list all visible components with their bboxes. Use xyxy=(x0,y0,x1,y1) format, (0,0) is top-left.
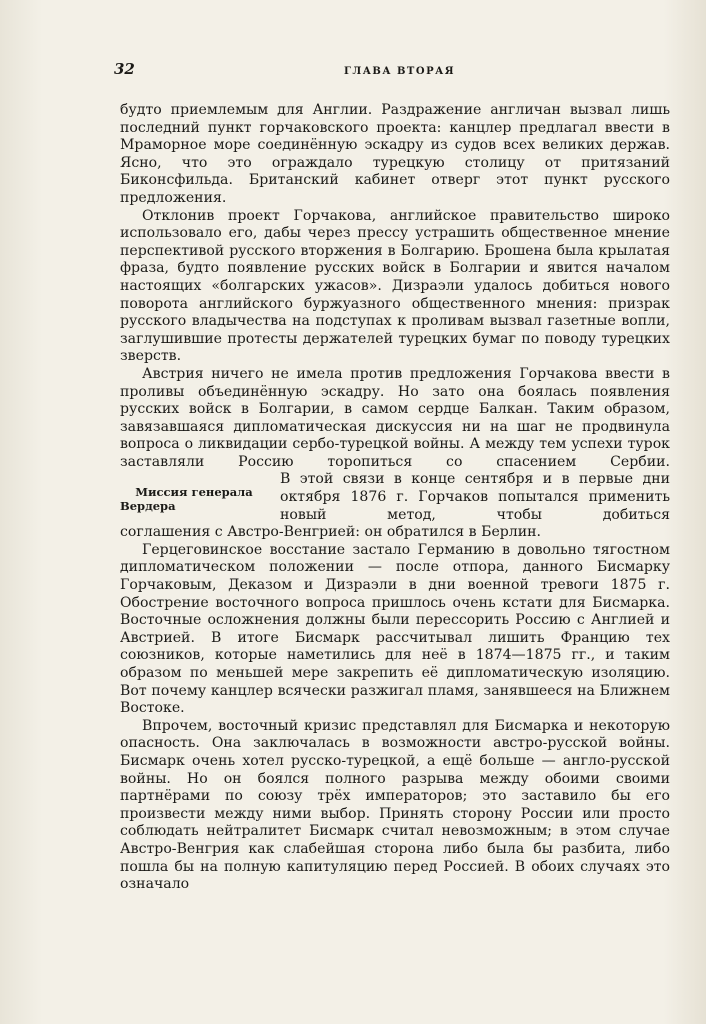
body-text xyxy=(120,102,670,894)
side-note-heading: Миссия генерала Вердера xyxy=(120,485,253,514)
paragraph: Австрия ничего не имела против предложения Горчакова ввести в проливы объединённую эскадру. Но зато она боялась появления русских войск в Болгарии, в самом сердце Балкан. Таким образом, завязавшаяся дипломатическая дискуссия ни на шаг не продвинула вопроса о ликвидации сербо-турецкой войны. А между тем успехи турок заставляли Россию торопиться со спасением Сербии. xyxy=(120,365,670,470)
paragraph: Отклонив проект Горчакова, английское правительство широко использовало его, дабы через прессу устрашить общественное мнение перспективой русского вторжения в Болгарию. Брошена была крылатая фраза, будто появление русских войск в Болгарии и явится началом настоящих «болгарских ужасов». Дизраэли удалось добиться нового поворота английского буржуазного общественного мнения: призрак русского владычества на подступах к проливам вызвал газетные вопли, заглушившие протесты держателей турецких бумаг по поводу турецких зверств. xyxy=(120,207,670,365)
side-note-block xyxy=(120,471,670,524)
paragraph: Впрочем, восточный кризис представлял для Бисмарка и некоторую опасность. Она заключалась в возможности австро-русской войны. Бисмарк очень хотел русско-турецкой, а ещё больше — англо-русской войны. Но он боялся полного разрыва между обоими своими партнёрами по союзу трёх императоров; это заставило бы его произвести между ними выбор. Принять сторону России или просто соблюдать нейтралитет Бисмарк считал невозможным; в этом случае Австро-Венгрия как слабейшая сторона либо была бы разбита, либо пошла бы на полную капитуляцию перед Россией. В обоих случаях это означало xyxy=(120,717,670,893)
page-header xyxy=(114,60,672,84)
paragraph: будто приемлемым для Англии. Раздражение англичан вызвал лишь последний пункт горчаковского проекта: канцлер предлагал ввести в Мраморное море соединённую эскадру из судов всех великих держав. Ясно, что это ограждало турецкую столицу от притязаний Биконсфильда. Британский кабинет отверг этот пункт русского предложения. xyxy=(120,102,670,206)
running-title: ГЛАВА ВТОРАЯ xyxy=(344,66,456,77)
paragraph-continuation: соглашения с Австро-Венгрией: он обратился в Берлин. xyxy=(120,524,542,541)
side-paragraph: В этой связи в конце сентября и в первые дни октября 1876 г. Горчаков попытался применить новый метод, чтобы добиться xyxy=(280,471,670,523)
paragraph: Герцеговинское восстание застало Германию в довольно тягостном дипломатическом положении — после отпора, данного Бисмарку Горчаковым, Деказом и Дизраэли в дни военной тревоги 1875 г. Обострение восточного вопроса пришлось очень кстати для Бисмарка. Восточные осложнения должны были перессорить Россию с Англией и Австрией. В итоге Бисмарк рассчитывал лишить Францию тех союзников, которые наметились для неё в 1874—1875 гг., и таким образом по меньшей мере закрепить её дипломатическую изоляцию. Вот почему канцлер всячески разжигал пламя, занявшееся на Ближнем Востоке. xyxy=(120,541,670,717)
page-number: 32 xyxy=(114,60,135,78)
